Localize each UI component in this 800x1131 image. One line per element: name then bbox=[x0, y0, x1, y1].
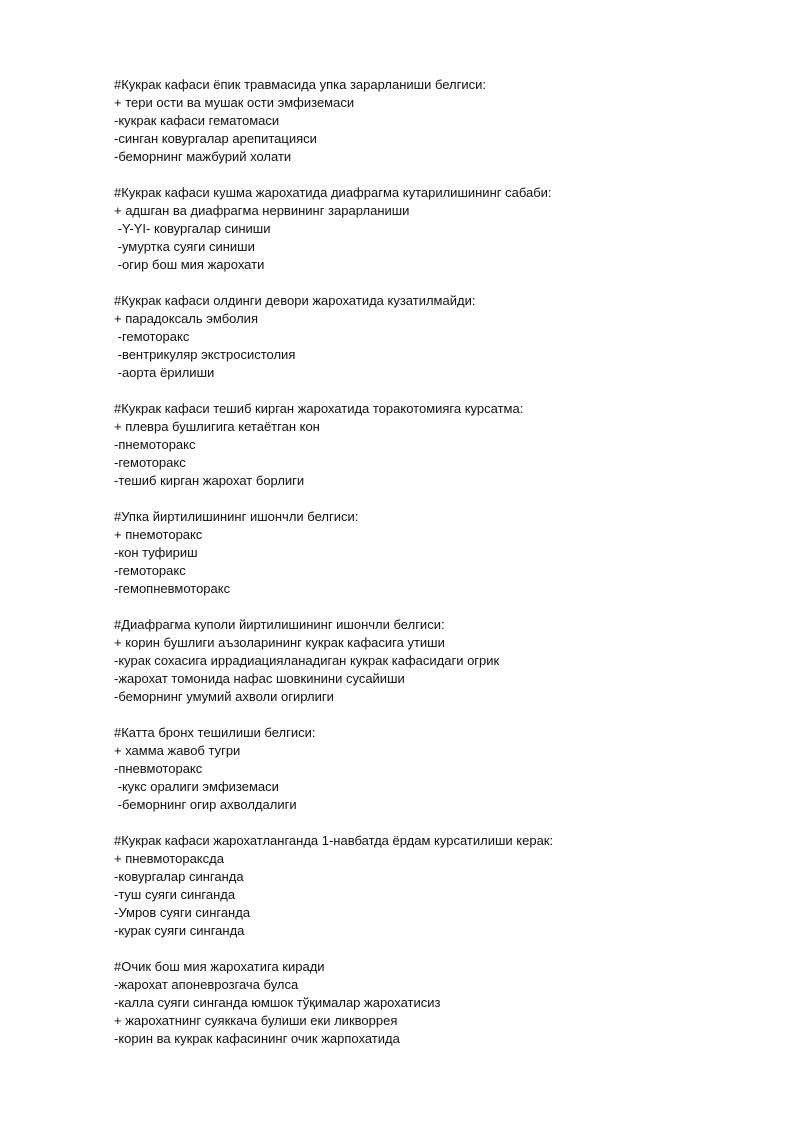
question-title: #Очик бош мия жарохатига киради bbox=[114, 959, 325, 974]
answer-option: -курак сохасига иррадиацияланадиган кукрак кафасидаги огрик bbox=[114, 653, 500, 668]
answer-option: + парадоксаль эмболия bbox=[114, 311, 258, 326]
question-block bbox=[114, 616, 754, 706]
question-block bbox=[114, 400, 754, 490]
question-title: #Кукрак кафаси олдинги девори жарохатида кузатилмайди: bbox=[114, 293, 476, 308]
answer-option: -Y-YI- ковургалар синиши bbox=[114, 221, 271, 236]
question-block bbox=[114, 184, 754, 274]
question-block bbox=[114, 958, 754, 1048]
answer-option: -жарохат томонида нафас шовкинини сусайиши bbox=[114, 671, 405, 686]
answer-option: -гемоторакс bbox=[114, 329, 190, 344]
question-title: #Кукрак кафаси жарохатланганда 1-навбатда ёрдам курсатилиши керак: bbox=[114, 833, 554, 848]
answer-option: -курак суяги синганда bbox=[114, 923, 245, 938]
answer-option: -аорта ёрилиши bbox=[114, 365, 215, 380]
answer-option: -кукс оралиги эмфиземаси bbox=[114, 779, 279, 794]
question-title: #Упка йиртилишининг ишончли белгиси: bbox=[114, 509, 359, 524]
answer-option: + пнемоторакс bbox=[114, 527, 203, 542]
answer-option: -калла суяги синганда юмшок тўқималар жарохатисиз bbox=[114, 995, 441, 1010]
answer-option: -огир бош мия жарохати bbox=[114, 257, 265, 272]
question-title: #Диафрагма куполи йиртилишининг ишончли белгиси: bbox=[114, 617, 445, 632]
question-title: #Кукрак кафаси тешиб кирган жарохатида торакотомияга курсатма: bbox=[114, 401, 524, 416]
answer-option: + плевра бушлигига кетаётган кон bbox=[114, 419, 320, 434]
answer-option: -кукрак кафаси гематомаси bbox=[114, 113, 280, 128]
answer-option: + жарохатнинг суяккача булиши еки ликворрея bbox=[114, 1013, 398, 1028]
answer-option: -гемоторакс bbox=[114, 563, 186, 578]
answer-option: + тери ости ва мушак ости эмфиземаси bbox=[114, 95, 355, 110]
answer-option: -кон туфириш bbox=[114, 545, 198, 560]
answer-option: -вентрикуляр экстросистолия bbox=[114, 347, 296, 362]
question-title: #Кукрак кафаси кушма жарохатида диафрагма кутарилишининг сабаби: bbox=[114, 185, 552, 200]
answer-option: -пнемоторакс bbox=[114, 437, 196, 452]
answer-option: + пневмотораксда bbox=[114, 851, 224, 866]
question-block bbox=[114, 508, 754, 598]
answer-option: -туш суяги синганда bbox=[114, 887, 236, 902]
answer-option: -гемопневмоторакс bbox=[114, 581, 231, 596]
question-block bbox=[114, 832, 754, 940]
question-block bbox=[114, 292, 754, 382]
answer-option: -гемоторакс bbox=[114, 455, 186, 470]
answer-option: + адшган ва диафрагма нервининг зарарланиши bbox=[114, 203, 410, 218]
answer-option: -беморнинг умумий ахволи огирлиги bbox=[114, 689, 334, 704]
answer-option: -синган ковургалар арепитацияси bbox=[114, 131, 317, 146]
answer-option: -умуртка суяги синиши bbox=[114, 239, 255, 254]
answer-option: -беморнинг мажбурий холати bbox=[114, 149, 292, 164]
document-page bbox=[114, 76, 754, 1066]
answer-option: -пневмоторакс bbox=[114, 761, 203, 776]
question-title: #Катта бронх тешилиши белгиси: bbox=[114, 725, 316, 740]
question-block bbox=[114, 76, 754, 166]
question-block bbox=[114, 724, 754, 814]
question-title: #Кукрак кафаси ёпик травмасида упка зарарланиши белгиси: bbox=[114, 77, 487, 92]
answer-option: -жарохат апоневрозгача булса bbox=[114, 977, 299, 992]
answer-option: + корин бушлиги аъзоларининг кукрак кафасига утиши bbox=[114, 635, 445, 650]
answer-option: -Умров суяги синганда bbox=[114, 905, 251, 920]
answer-option: -корин ва кукрак кафасининг очик жарпохатида bbox=[114, 1031, 400, 1046]
answer-option: -ковургалар синганда bbox=[114, 869, 244, 884]
answer-option: -тешиб кирган жарохат борлиги bbox=[114, 473, 305, 488]
answer-option: + хамма жавоб тугри bbox=[114, 743, 241, 758]
answer-option: -беморнинг огир ахволдалиги bbox=[114, 797, 297, 812]
